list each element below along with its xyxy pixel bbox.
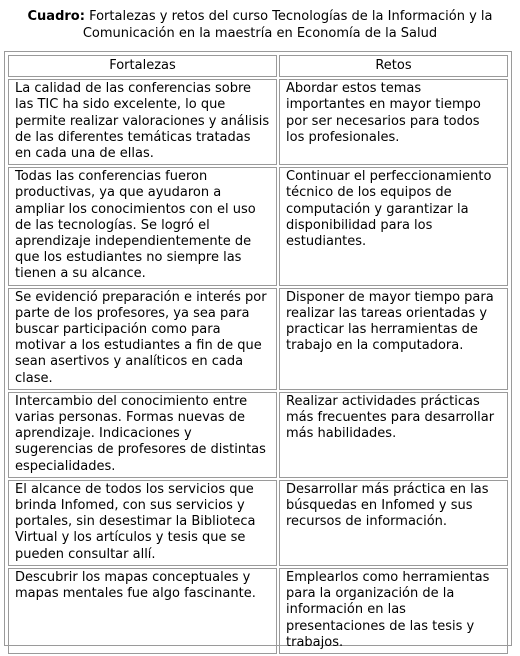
caption-line-1 — [0, 8, 520, 25]
fortaleza-cell: Se evidenció preparación e interés por parte de los profesores, ya sea para buscar participación como para motivar a los estudiantes a fin de que sean asertivos y analíticos en cada clase. — [8, 288, 277, 390]
fortaleza-cell: El alcance de todos los servicios que brinda Infomed, con sus servicios y portales, sin desestimar la Biblioteca Virtual y los artículos y tesis que se pueden consultar allí. — [8, 480, 277, 566]
table-header-row — [8, 55, 508, 77]
caption-title-part-2: Comunicación en la maestría en Economía de la Salud — [82, 26, 438, 41]
reto-cell: Disponer de mayor tiempo para realizar las tareas orientadas y practicar las herramientas de trabajo en la computadora. — [279, 288, 508, 390]
table-row — [8, 167, 508, 285]
caption-label: Cuadro: — [27, 9, 85, 24]
fortaleza-cell: Intercambio del conocimiento entre varias personas. Formas nuevas de aprendizaje. Indicaciones y sugerencias de profesores de distintas especialidades. — [8, 392, 277, 478]
fortaleza-cell: Descubrir los mapas conceptuales y mapas mentales fue algo fascinante. — [8, 568, 277, 654]
table-caption — [0, 8, 520, 42]
reto-cell: Emplearlos como herramientas para la organización de la información en las presentaciones de las tesis y trabajos. — [279, 568, 508, 654]
table-row — [8, 480, 508, 566]
reto-cell: Desarrollar más práctica en las búsquedas en Infomed y sus recursos de información. — [279, 480, 508, 566]
fortaleza-cell: La calidad de las conferencias sobre las TIC ha sido excelente, lo que permite realizar valoraciones y análisis de las diferentes temáticas tratadas en cada una de ellas. — [8, 79, 277, 165]
fortaleza-cell: Todas las conferencias fueron productivas, ya que ayudaron a ampliar los conocimientos con el uso de las tecnologías. Se logró el aprendizaje independientemente de que los estudiantes no siempre las tienen a su alcance. — [8, 167, 277, 285]
reto-cell: Realizar actividades prácticas más frecuentes para desarrollar más habilidades. — [279, 392, 508, 478]
table-row — [8, 568, 508, 654]
table-row — [8, 288, 508, 390]
reto-cell: Continuar el perfeccionamiento técnico de los equipos de computación y garantizar la disponibilidad para los estudiantes. — [279, 167, 508, 285]
table-row — [8, 392, 508, 478]
strengths-challenges-table — [6, 53, 510, 656]
column-header-retos: Retos — [279, 55, 508, 77]
table-row — [8, 79, 508, 165]
caption-title-part-1: Fortalezas y retos del curso Tecnologías de la Información y la — [89, 9, 493, 24]
column-header-fortalezas: Fortalezas — [8, 55, 277, 77]
reto-cell: Abordar estos temas importantes en mayor tiempo por ser necesarios para todos los profesionales. — [279, 79, 508, 165]
table-frame — [4, 51, 512, 650]
